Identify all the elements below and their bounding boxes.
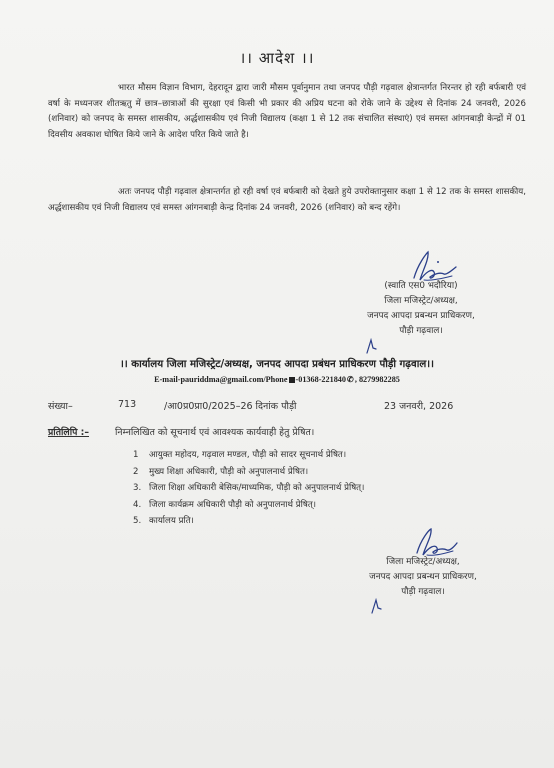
signatory-2-place: पौड़ी गढ़वाल। xyxy=(401,587,445,597)
list-item xyxy=(133,447,513,464)
list-item-text: कार्यालय प्रति। xyxy=(149,516,194,526)
list-item xyxy=(133,464,513,481)
reference-code: /आ0प्र0प्रा0/2025–26 दिनांक पौड़ी xyxy=(164,401,297,412)
list-item-text: मुख्य शिक्षा अधिकारी, पौड़ी को अनुपालनार्थ प्रेषित। xyxy=(149,466,309,477)
mobile-phone-icon: ✆ xyxy=(346,375,354,384)
order-title: ।। आदेश ।। xyxy=(239,49,315,67)
reference-label: संख्या– xyxy=(48,401,73,412)
list-item-number: 4. xyxy=(133,499,142,510)
signatory-2-designation: जिला मजिस्ट्रेट/अध्यक्ष, xyxy=(386,557,460,567)
phone-square-icon xyxy=(289,377,295,383)
signatory-2-authority: जनपद आपदा प्रबन्धन प्राधिकरण, xyxy=(369,572,477,582)
list-item-text: आयुक्त महोदय, गढ़वाल मण्डल, पौड़ी को सादर सूचनार्थ प्रेषित। xyxy=(149,450,347,460)
initial-mark-1-icon xyxy=(364,338,378,354)
contact-phone-2: , 8279982285 xyxy=(354,375,400,384)
reference-number: 713 xyxy=(118,399,137,410)
list-item-number: 2 xyxy=(133,466,139,477)
list-item xyxy=(133,480,513,497)
list-item-text: जिला कार्यक्रम अधिकारी पौड़ी को अनुपालनार्थ प्रेषित्। xyxy=(149,499,316,510)
office-heading: ।। कार्यालय जिला मजिस्ट्रेट/अध्यक्ष, जनपद आपदा प्रबंधन प्राधिकरण पौड़ी गढ़वाल।। xyxy=(120,359,434,370)
list-item-text: जिला शिक्षा अधिकारी बेसिक/माध्यमिक, पौड़ी को अनुपालनार्थ प्रेषित्। xyxy=(149,483,365,493)
list-item-number: 5. xyxy=(133,516,142,526)
order-paragraph-2-text: अतः जनपद पौड़ी गढ़वाल क्षेत्रान्तर्गत हो रही वर्षा एवं बर्फबारी को देखते हुये उपरोक्तानुसार कक्षा 1 से 12 तक के समस्त शासकीय, अर्द्धशासकीय एवं निजी विद्यालय एवं समस्त आंगनबाड़ी केन्द्र दिनांक 24 जनवरी, 2026 (शनिवार) को बन्द रहेंगे। xyxy=(48,187,526,213)
signatory-1-block xyxy=(336,279,506,339)
signatory-1-name: (स्वाति एस0 भदौरिया) xyxy=(384,281,458,291)
contact-email: E-mail-pauriddma@gmail.com/Phone xyxy=(154,375,288,384)
contact-phone-1: -01368-221840 xyxy=(295,375,346,384)
order-paragraph-1-text: भारत मौसम विज्ञान विभाग, देहरादून द्वारा जारी मौसम पूर्वानुमान तथा जनपद पौड़ी गढ़वाल क्षेत्रान्तर्गत निरन्तर हो रही बर्फबारी एवं वर्षा के मध्यनजर शीतऋतु में छात्र–छात्राओं की सुरक्षा एवं किसी भी प्रकार की अप्रिय घटना को रोके जाने के उद्देश्य से दिनांक 24 जनवरी, 2026 (शनिवार) को जनपद के समस्त शासकीय, अर्द्धशासकीय एवं निजी विद्यालय (कक्षा 1 से 12 तक संचालित संस्थाएं) एवं समस्त आंगनबाड़ी केन्द्रों में 01 दिवसीय अवकाश घोषित किये जाने के आदेश परित किये जाते है। xyxy=(48,83,526,140)
signatory-2-block xyxy=(338,555,508,600)
list-item-number: 1 xyxy=(133,450,139,460)
list-item xyxy=(133,497,513,514)
order-paragraph-1 xyxy=(48,81,526,143)
contact-line xyxy=(0,374,554,384)
copy-text: निम्नलिखित को सूचनार्थ एवं आवश्यक कार्यवाही हेतु प्रेषित। xyxy=(115,427,315,438)
copy-line xyxy=(48,425,528,438)
copy-label: प्रतिलिपि :– xyxy=(48,427,89,438)
signatory-1-place: पौड़ी गढ़वाल। xyxy=(399,326,443,336)
initial-mark-2-icon xyxy=(369,598,383,614)
order-paragraph-2 xyxy=(48,185,526,216)
signatory-1-authority: जनपद आपदा प्रबन्धन प्राधिकरण, xyxy=(367,311,475,321)
signatory-1-designation: जिला मजिस्ट्रेट/अध्यक्ष, xyxy=(384,296,458,306)
list-item-number: 3. xyxy=(133,483,142,493)
reference-date: 23 जनवरी, 2026 xyxy=(384,401,454,412)
distribution-list xyxy=(133,447,513,530)
